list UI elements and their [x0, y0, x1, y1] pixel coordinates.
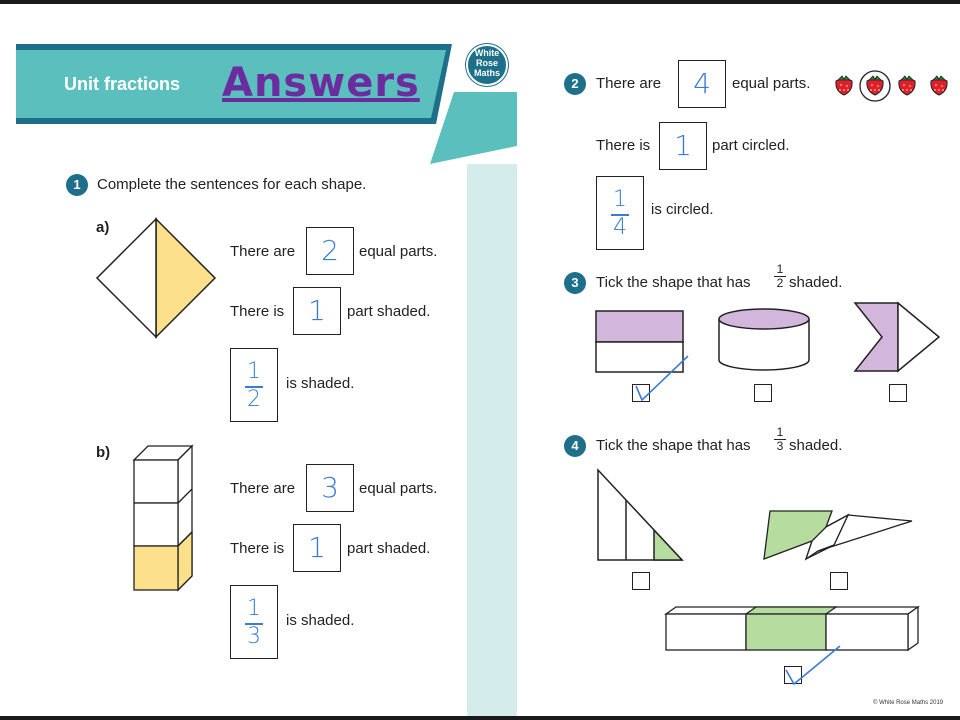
- b-parts-answer-box: [306, 464, 354, 512]
- q2-circled-answer: 1: [674, 129, 692, 162]
- a-there-are-label: There are: [230, 243, 296, 260]
- q3-cylinder-shape: [716, 307, 812, 373]
- q3-tickbox-cylinder[interactable]: [754, 384, 772, 402]
- q3-fraction: [774, 263, 786, 290]
- q4-tickbox-lightning[interactable]: [830, 572, 848, 590]
- a-fraction-denominator: 2: [247, 387, 261, 412]
- b-part-shaded-label: part shaded.: [347, 540, 431, 557]
- b-there-is-label: There is: [230, 540, 285, 557]
- strawberry-group: [830, 66, 954, 102]
- strawberry: [836, 76, 852, 95]
- strawberry-circled: [860, 71, 890, 101]
- margin-strip: [467, 164, 517, 716]
- q3-tick-mark: [630, 352, 700, 406]
- part-a-label: a): [96, 219, 110, 236]
- q3-fraction-denominator: 2: [776, 276, 784, 290]
- q4-suffix: shaded.: [789, 437, 843, 454]
- q3-suffix: shaded.: [789, 274, 843, 291]
- a-shaded-answer: 1: [308, 294, 326, 327]
- q4-fraction-denominator: 3: [776, 439, 784, 453]
- q2-there-are-label: There are: [596, 75, 662, 92]
- q3-fraction-numerator: 1: [776, 262, 784, 276]
- b-shaded-answer: 1: [308, 531, 326, 564]
- b-is-shaded-label: is shaded.: [286, 612, 355, 629]
- b-equal-parts-label: equal parts.: [359, 480, 438, 497]
- q3-arrow-shape: [852, 300, 944, 374]
- a-parts-answer: 2: [321, 234, 339, 267]
- b-fraction-denominator: 3: [247, 624, 261, 649]
- question-1-instruction: Complete the sentences for each shape.: [97, 176, 367, 193]
- b-fraction-numerator: 1: [247, 596, 261, 621]
- q2-part-circled-label: part circled.: [712, 137, 790, 154]
- b-parts-answer: 3: [321, 471, 339, 504]
- a-fraction-box: [230, 348, 278, 422]
- a-is-shaded-label: is shaded.: [286, 375, 355, 392]
- b-there-are-label: There are: [230, 480, 296, 497]
- q2-parts-answer-box: [678, 60, 726, 108]
- q4-tick-mark: [782, 642, 844, 688]
- q3-tickbox-arrow[interactable]: [889, 384, 907, 402]
- cube-tower-shape: [130, 442, 196, 596]
- a-equal-parts-label: equal parts.: [359, 243, 438, 260]
- q2-parts-answer: 4: [693, 67, 711, 100]
- question-3-number: 3: [564, 272, 586, 294]
- strawberries-svg: [830, 66, 954, 102]
- part-b-label: b): [96, 444, 111, 461]
- bottom-border: [0, 716, 960, 720]
- q2-equal-parts-label: equal parts.: [732, 75, 811, 92]
- q2-fraction-denominator: 4: [613, 215, 627, 240]
- a-parts-answer-box: [306, 227, 354, 275]
- question-2-number: 2: [564, 73, 586, 95]
- q4-lightning-shape: [760, 507, 916, 563]
- q4-triangle-shape: [594, 466, 688, 564]
- q2-circled-answer-box: [659, 122, 707, 170]
- a-fraction-numerator: 1: [247, 359, 261, 384]
- strawberry: [899, 76, 915, 95]
- b-shaded-answer-box: [293, 524, 341, 572]
- a-part-shaded-label: part shaded.: [347, 303, 431, 320]
- q2-fraction-box: [596, 176, 644, 250]
- q4-prefix: Tick the shape that has: [596, 437, 751, 454]
- question-4-number: 4: [564, 435, 586, 457]
- q4-fraction: [774, 426, 786, 453]
- strawberry: [931, 76, 947, 95]
- q4-fraction-numerator: 1: [776, 425, 784, 439]
- a-there-is-label: There is: [230, 303, 285, 320]
- a-shaded-answer-box: [293, 287, 341, 335]
- q2-fraction-numerator: 1: [613, 187, 627, 212]
- copyright-footer: © White Rose Maths 2019: [873, 700, 944, 706]
- q3-prefix: Tick the shape that has: [596, 274, 751, 291]
- q2-is-circled-label: is circled.: [651, 201, 714, 218]
- white-rose-logo: White Rose Maths: [466, 44, 508, 86]
- question-1-number: 1: [66, 174, 88, 196]
- answers-heading: Answers: [222, 60, 420, 106]
- worksheet-title: Unit fractions: [64, 74, 181, 94]
- q4-tickbox-triangle[interactable]: [632, 572, 650, 590]
- diamond-shape: [94, 216, 220, 342]
- q2-there-is-label: There is: [596, 137, 651, 154]
- b-fraction-box: [230, 585, 278, 659]
